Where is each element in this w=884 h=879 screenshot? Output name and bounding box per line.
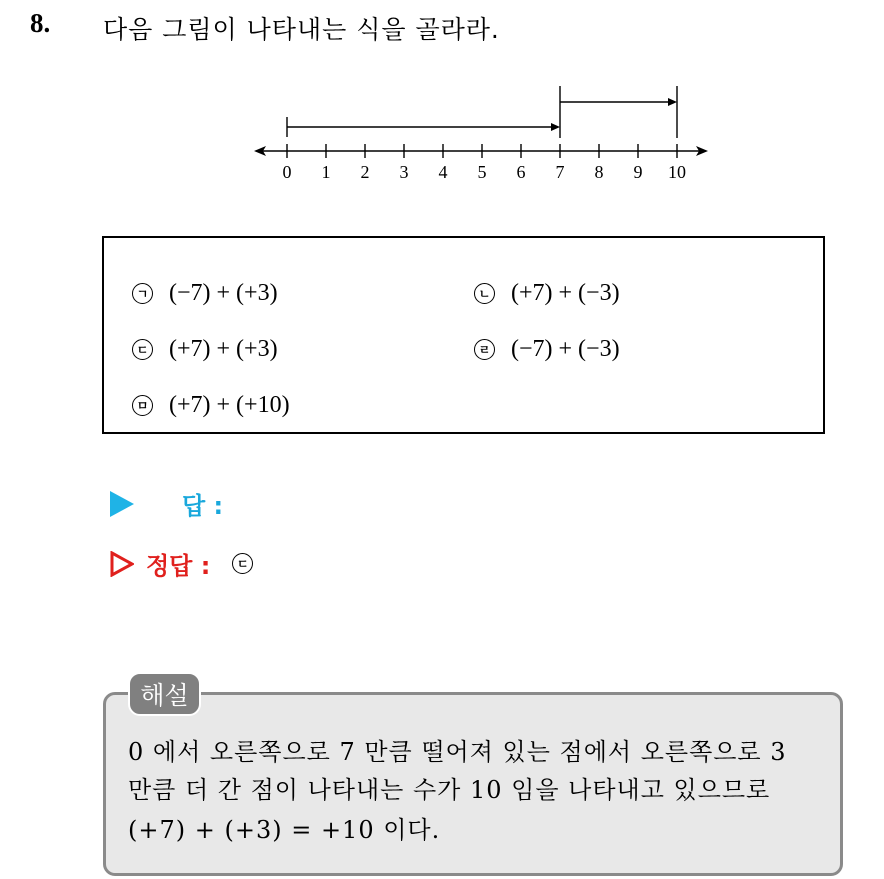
tick-label-9: 9 <box>633 162 643 182</box>
choice-c-mark: ㄷ <box>132 339 153 360</box>
question-number: 8. <box>30 8 51 38</box>
choice-b-mark: ㄴ <box>474 283 495 304</box>
choice-c[interactable] <box>132 336 278 363</box>
explanation-line-2: 만큼 더 간 점이 나타내는 수가 10 임을 나타내고 있으므로 <box>128 776 771 804</box>
choice-d-mark: ㄹ <box>474 339 495 360</box>
tick-label-8: 8 <box>594 162 604 182</box>
explanation-line-1: 0 에서 오른쪽으로 7 만큼 떨어져 있는 점에서 오른쪽으로 3 <box>128 738 787 766</box>
outline-triangle-icon <box>110 551 134 577</box>
arrow1-head <box>551 123 560 131</box>
answer-row <box>110 486 223 521</box>
choice-a-text: (−7) + (+3) <box>169 280 278 306</box>
explanation-tag: 해설 <box>128 672 201 716</box>
choice-a[interactable] <box>132 280 278 307</box>
correct-answer-value: ㄷ <box>232 553 253 574</box>
choice-c-text: (+7) + (+3) <box>169 336 278 362</box>
play-triangle-icon <box>110 491 134 517</box>
choice-d[interactable] <box>474 336 620 363</box>
explanation-line-3: (+7) + (+3) = +10 이다. <box>128 816 441 844</box>
tick-label-2: 2 <box>360 162 370 182</box>
choice-b[interactable] <box>474 280 620 307</box>
answer-label: 답 : <box>182 492 224 520</box>
choice-a-mark: ㄱ <box>132 283 153 304</box>
tick-label-4: 4 <box>438 162 448 182</box>
correct-answer-label: 정답 : <box>146 552 211 580</box>
number-line-figure <box>240 70 720 190</box>
tick-label-5: 5 <box>477 162 487 182</box>
choice-d-text: (−7) + (−3) <box>511 336 620 362</box>
tick-label-0: 0 <box>282 162 292 182</box>
question-text: 다음 그림이 나타내는 식을 골라라. <box>103 15 500 44</box>
choice-e-text: (+7) + (+10) <box>169 392 290 418</box>
tick-label-1: 1 <box>321 162 331 182</box>
tick-label-10: 10 <box>668 162 686 182</box>
tick-label-3: 3 <box>399 162 409 182</box>
arrow2-head <box>668 98 677 106</box>
choice-e[interactable] <box>132 392 290 419</box>
tick-label-7: 7 <box>555 162 565 182</box>
tick-label-6: 6 <box>516 162 526 182</box>
choice-e-mark: ㅁ <box>132 395 153 416</box>
choice-b-text: (+7) + (−3) <box>511 280 620 306</box>
correct-answer-row <box>110 546 253 581</box>
choices-box <box>102 236 825 434</box>
